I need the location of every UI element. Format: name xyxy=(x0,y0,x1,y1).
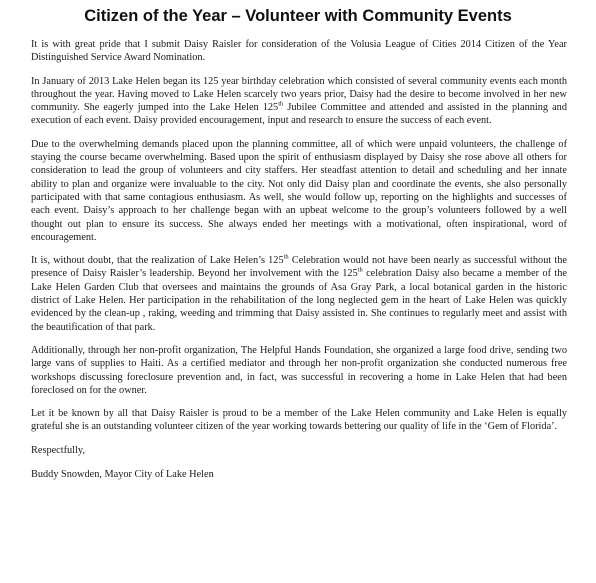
ordinal-suffix: th xyxy=(357,267,363,275)
paragraph-foundation xyxy=(31,344,567,397)
paragraph-celebration-text-1: In January of 2013 Lake Helen began its 125 year birthday celebration which consisted of several community events each month throughout the year. Having moved to Lake Helen scarcely two years prior, Daisy had the desire to become involved in her new community. She eagerly jumped into the Lake Helen 125 xyxy=(31,75,567,114)
paragraph-conclusion-text: Let it be known by all that Daisy Raisler is proud to be a member of the Lake Helen community and Lake Helen is equally grateful she is an outstanding volunteer citizen of the year working towards bettering our quality of life in the ‘Gem of Florida’. xyxy=(31,408,567,433)
paragraph-garden-club xyxy=(31,254,567,334)
paragraph-garden-club-text-2: Celebration would not have been nearly as successful without the presence of Daisy Raisler’s leadership. Beyond her involvement with the 125 xyxy=(31,255,567,280)
paragraph-conclusion xyxy=(31,407,567,434)
closing-salutation: Respectfully, xyxy=(31,444,85,456)
ordinal-suffix: th xyxy=(278,100,284,108)
document-title: Citizen of the Year – Volunteer with Community Events xyxy=(84,7,512,25)
ordinal-suffix: th xyxy=(283,253,289,261)
paragraph-garden-club-text-1: It is, without doubt, that the realization of Lake Helen’s 125 xyxy=(31,255,284,267)
paragraph-foundation-text: Additionally, through her non-profit organization, The Helpful Hands Foundation, she organized a large food drive, sending two large vans of supplies to Haiti. As a certified mediator and through her non-profit organization she conducted numerous free workshops discussing foreclosure prevention and, in fact, was successful in recovering a home in Lake Helen that had been foreclosed on for the owner. xyxy=(31,344,567,396)
paragraph-intro-text: It is with great pride that I submit Daisy Raisler for consideration of the Volusia League of Cities 2014 Citizen of the Year Distinguished Service Award Nomination. xyxy=(31,39,567,64)
paragraph-intro xyxy=(31,38,567,65)
paragraph-leadership xyxy=(31,138,567,244)
paragraph-celebration xyxy=(31,75,567,128)
paragraph-celebration-text-2: Jubilee Committee and attended and assisted in the planning and execution of each event. Daisy provided encouragement, input and research to ensure the success of each event. xyxy=(31,102,567,127)
letter-body xyxy=(31,38,567,481)
paragraph-leadership-text: Due to the overwhelming demands placed upon the planning committee, all of which were unpaid volunteers, the challenge of staying the course became overwhelming. Based upon the spirit of enthusiasm displayed by Daisy she rose above all others for consideration to lead the group of volunteers and city staffers. Her steadfast attention to detail and scheduling and her innate ability to plan and organize were invaluable to the city. Not only did Daisy plan and coordinate the events, she also personally participated with that same contagious enthusiasm. As well, she would follow up, reporting on the highlights and successes of each event. Daisy’s approach to her challenge began with an upbeat welcome to the group’s volunteers followed by a well thought out plan to ensure its success. She always ended her meetings with a motivational, often inspirational, word of encouragement. xyxy=(31,138,567,243)
paragraph-garden-club-text-3: celebration Daisy also became a member of the Lake Helen Garden Club that oversees and maintains the grounds of Asa Gray Park, a local botanical garden in the historic district of Lake Helen. Her participation in the rehabilitation of the long neglected gem in the heart of Lake Helen was quickly evidenced by the clean-up , raking, weeding and trimming that Daisy assisted in. She continues to regularly meet and assist with the beautification of that park. xyxy=(31,268,567,333)
signature-line: Buddy Snowden, Mayor City of Lake Helen xyxy=(31,469,214,481)
